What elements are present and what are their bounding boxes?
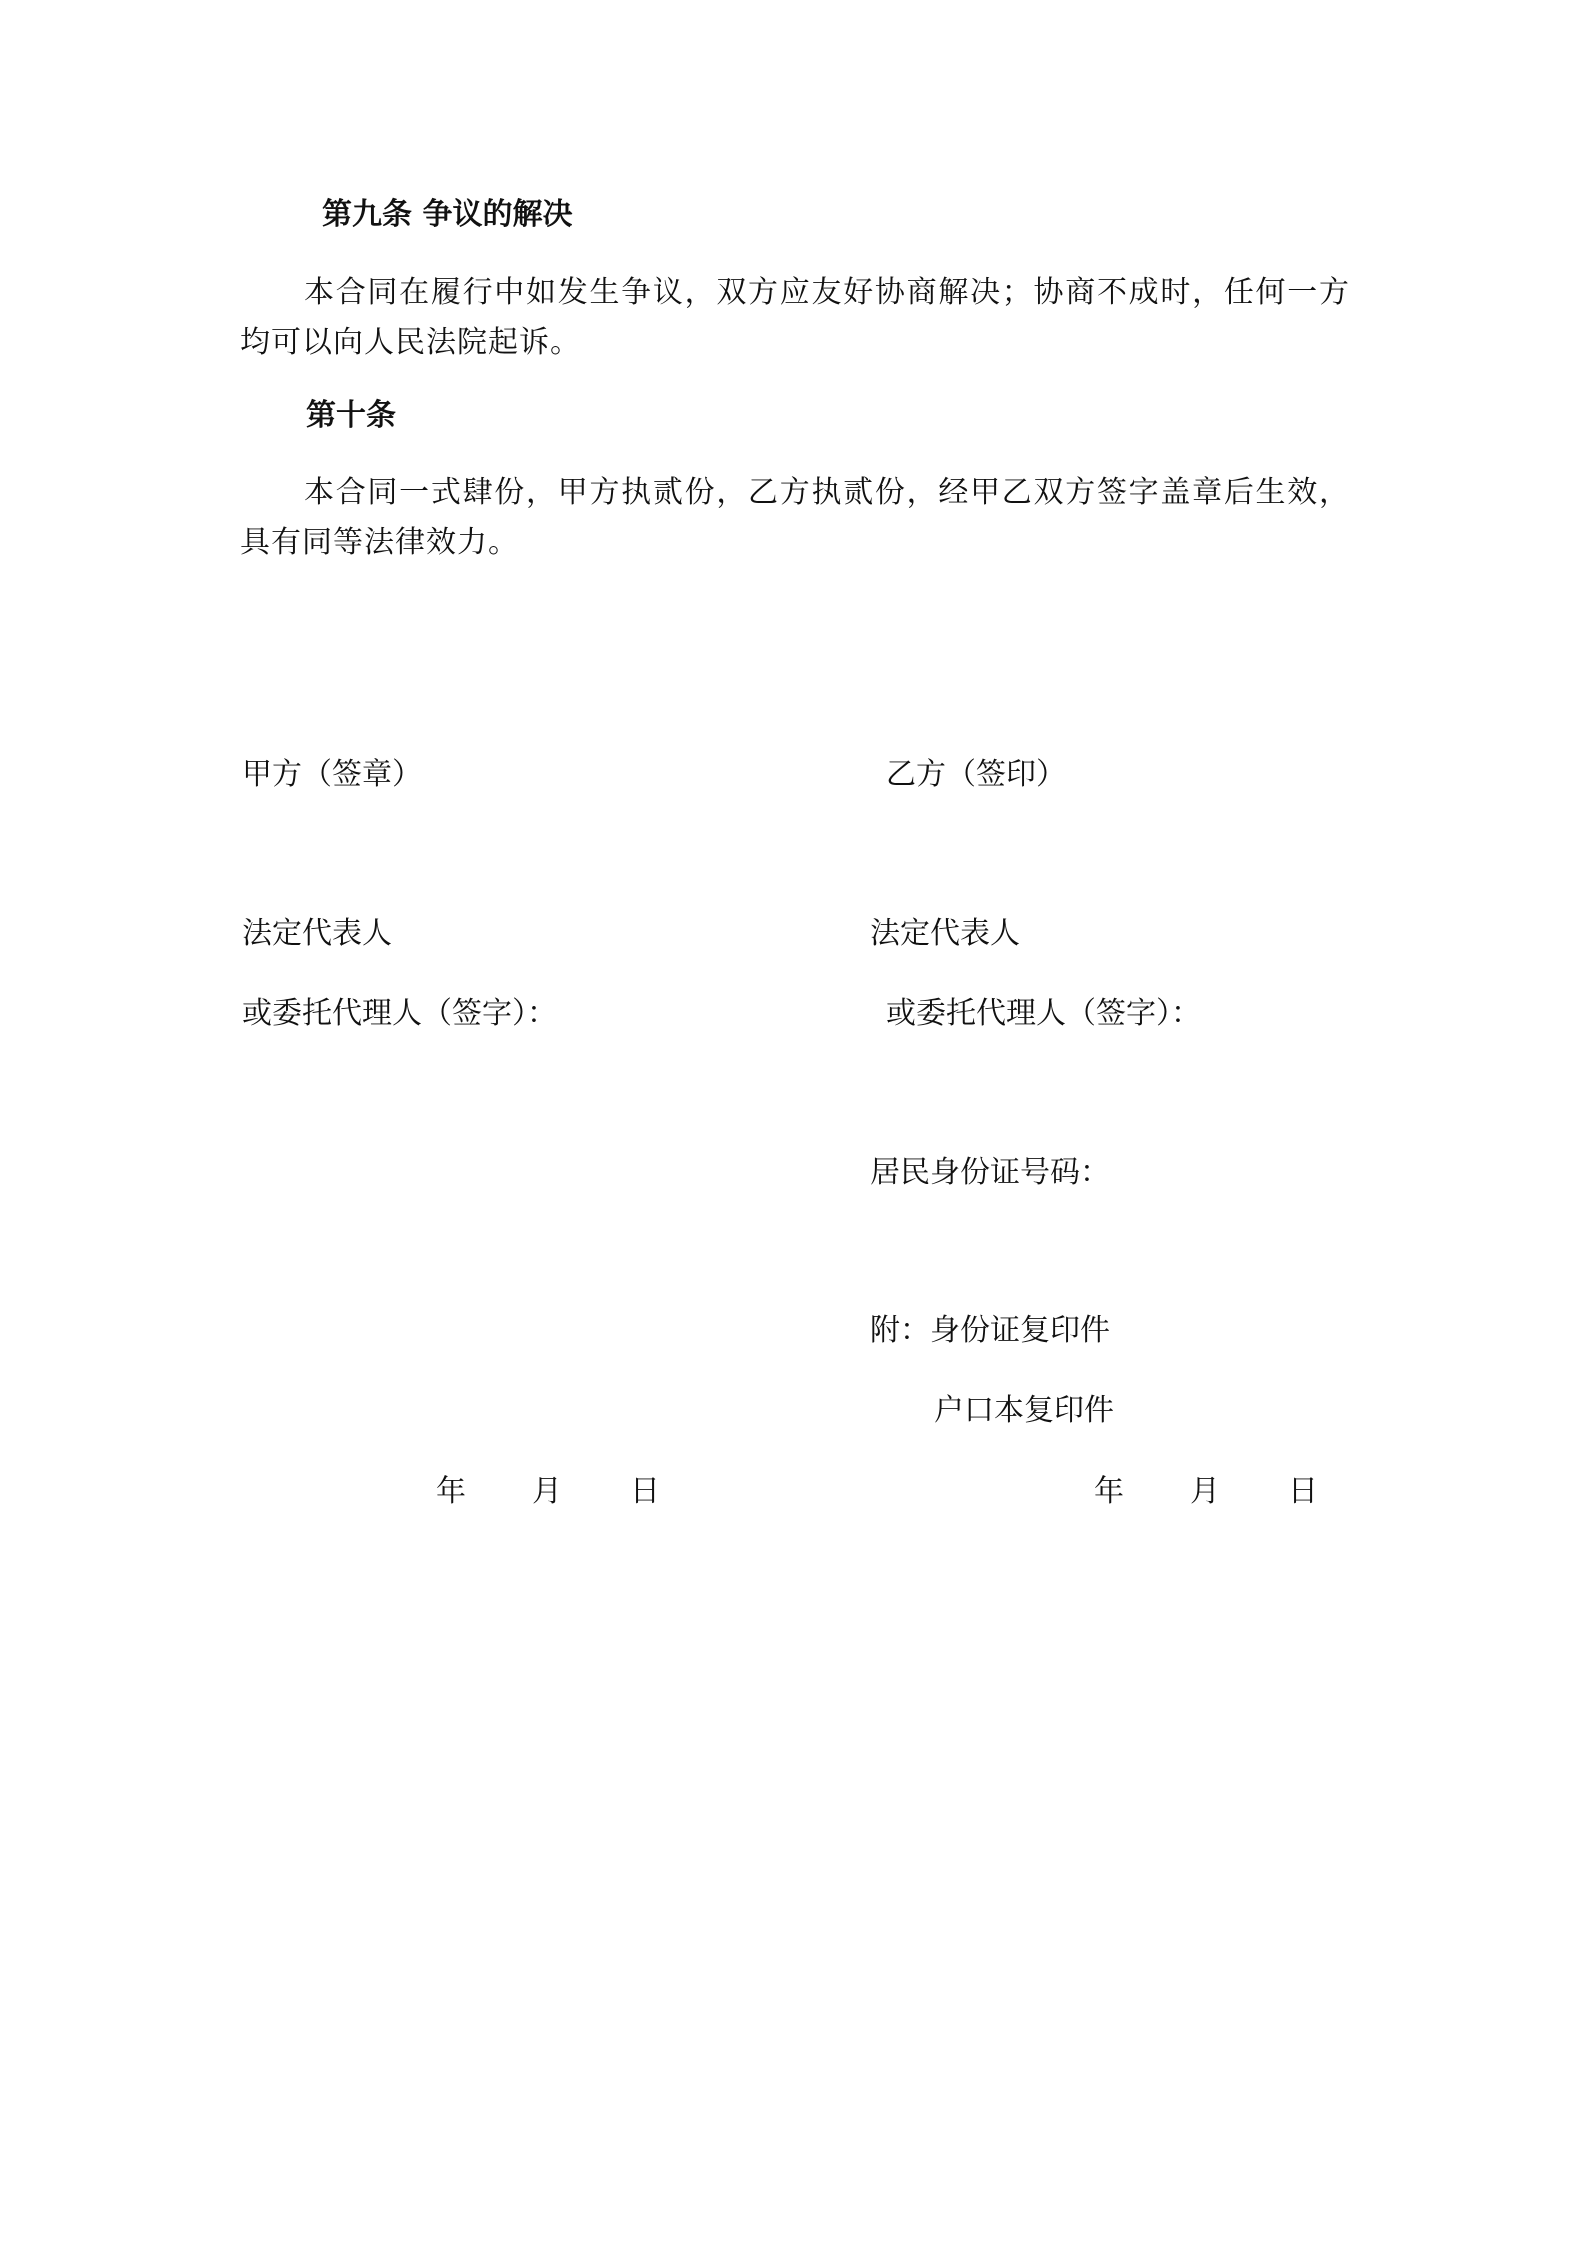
party-a-date-month: 月 (532, 1474, 562, 1509)
party-b-legal-rep-label: 法定代表人 (870, 916, 1020, 951)
party-a-agent-label: 或委托代理人（签字）： (242, 996, 557, 1031)
party-a-date-day: 日 (630, 1474, 660, 1509)
party-a-legal-rep-label: 法定代表人 (242, 916, 392, 951)
party-b-date-day: 日 (1288, 1474, 1318, 1509)
party-b-date-year: 年 (1094, 1474, 1124, 1509)
article-10-body: 本合同一式肆份，甲方执贰份，乙方执贰份，经甲乙双方签字盖章后生效，具有同等法律效力。 (240, 475, 1350, 560)
party-b-date-month: 月 (1190, 1474, 1220, 1509)
party-b-attachment-label: 附：身份证复印件 (870, 1313, 1110, 1348)
party-b-agent-label: 或委托代理人（签字）： (886, 996, 1201, 1031)
party-b-attachment-item-2: 户口本复印件 (934, 1393, 1114, 1428)
party-a-date-year: 年 (436, 1474, 466, 1509)
party-b-id-number-label: 居民身份证号码： (870, 1155, 1110, 1190)
party-a-seal-label: 甲方（签章） (242, 757, 422, 792)
party-b-seal-label: 乙方（签印） (886, 757, 1066, 792)
article-10-heading: 第十条 (306, 398, 396, 433)
article-9-heading: 第九条 争议的解决 (322, 197, 573, 232)
article-9-body: 本合同在履行中如发生争议，双方应友好协商解决；协商不成时，任何一方均可以向人民法院起诉。 (240, 275, 1350, 360)
